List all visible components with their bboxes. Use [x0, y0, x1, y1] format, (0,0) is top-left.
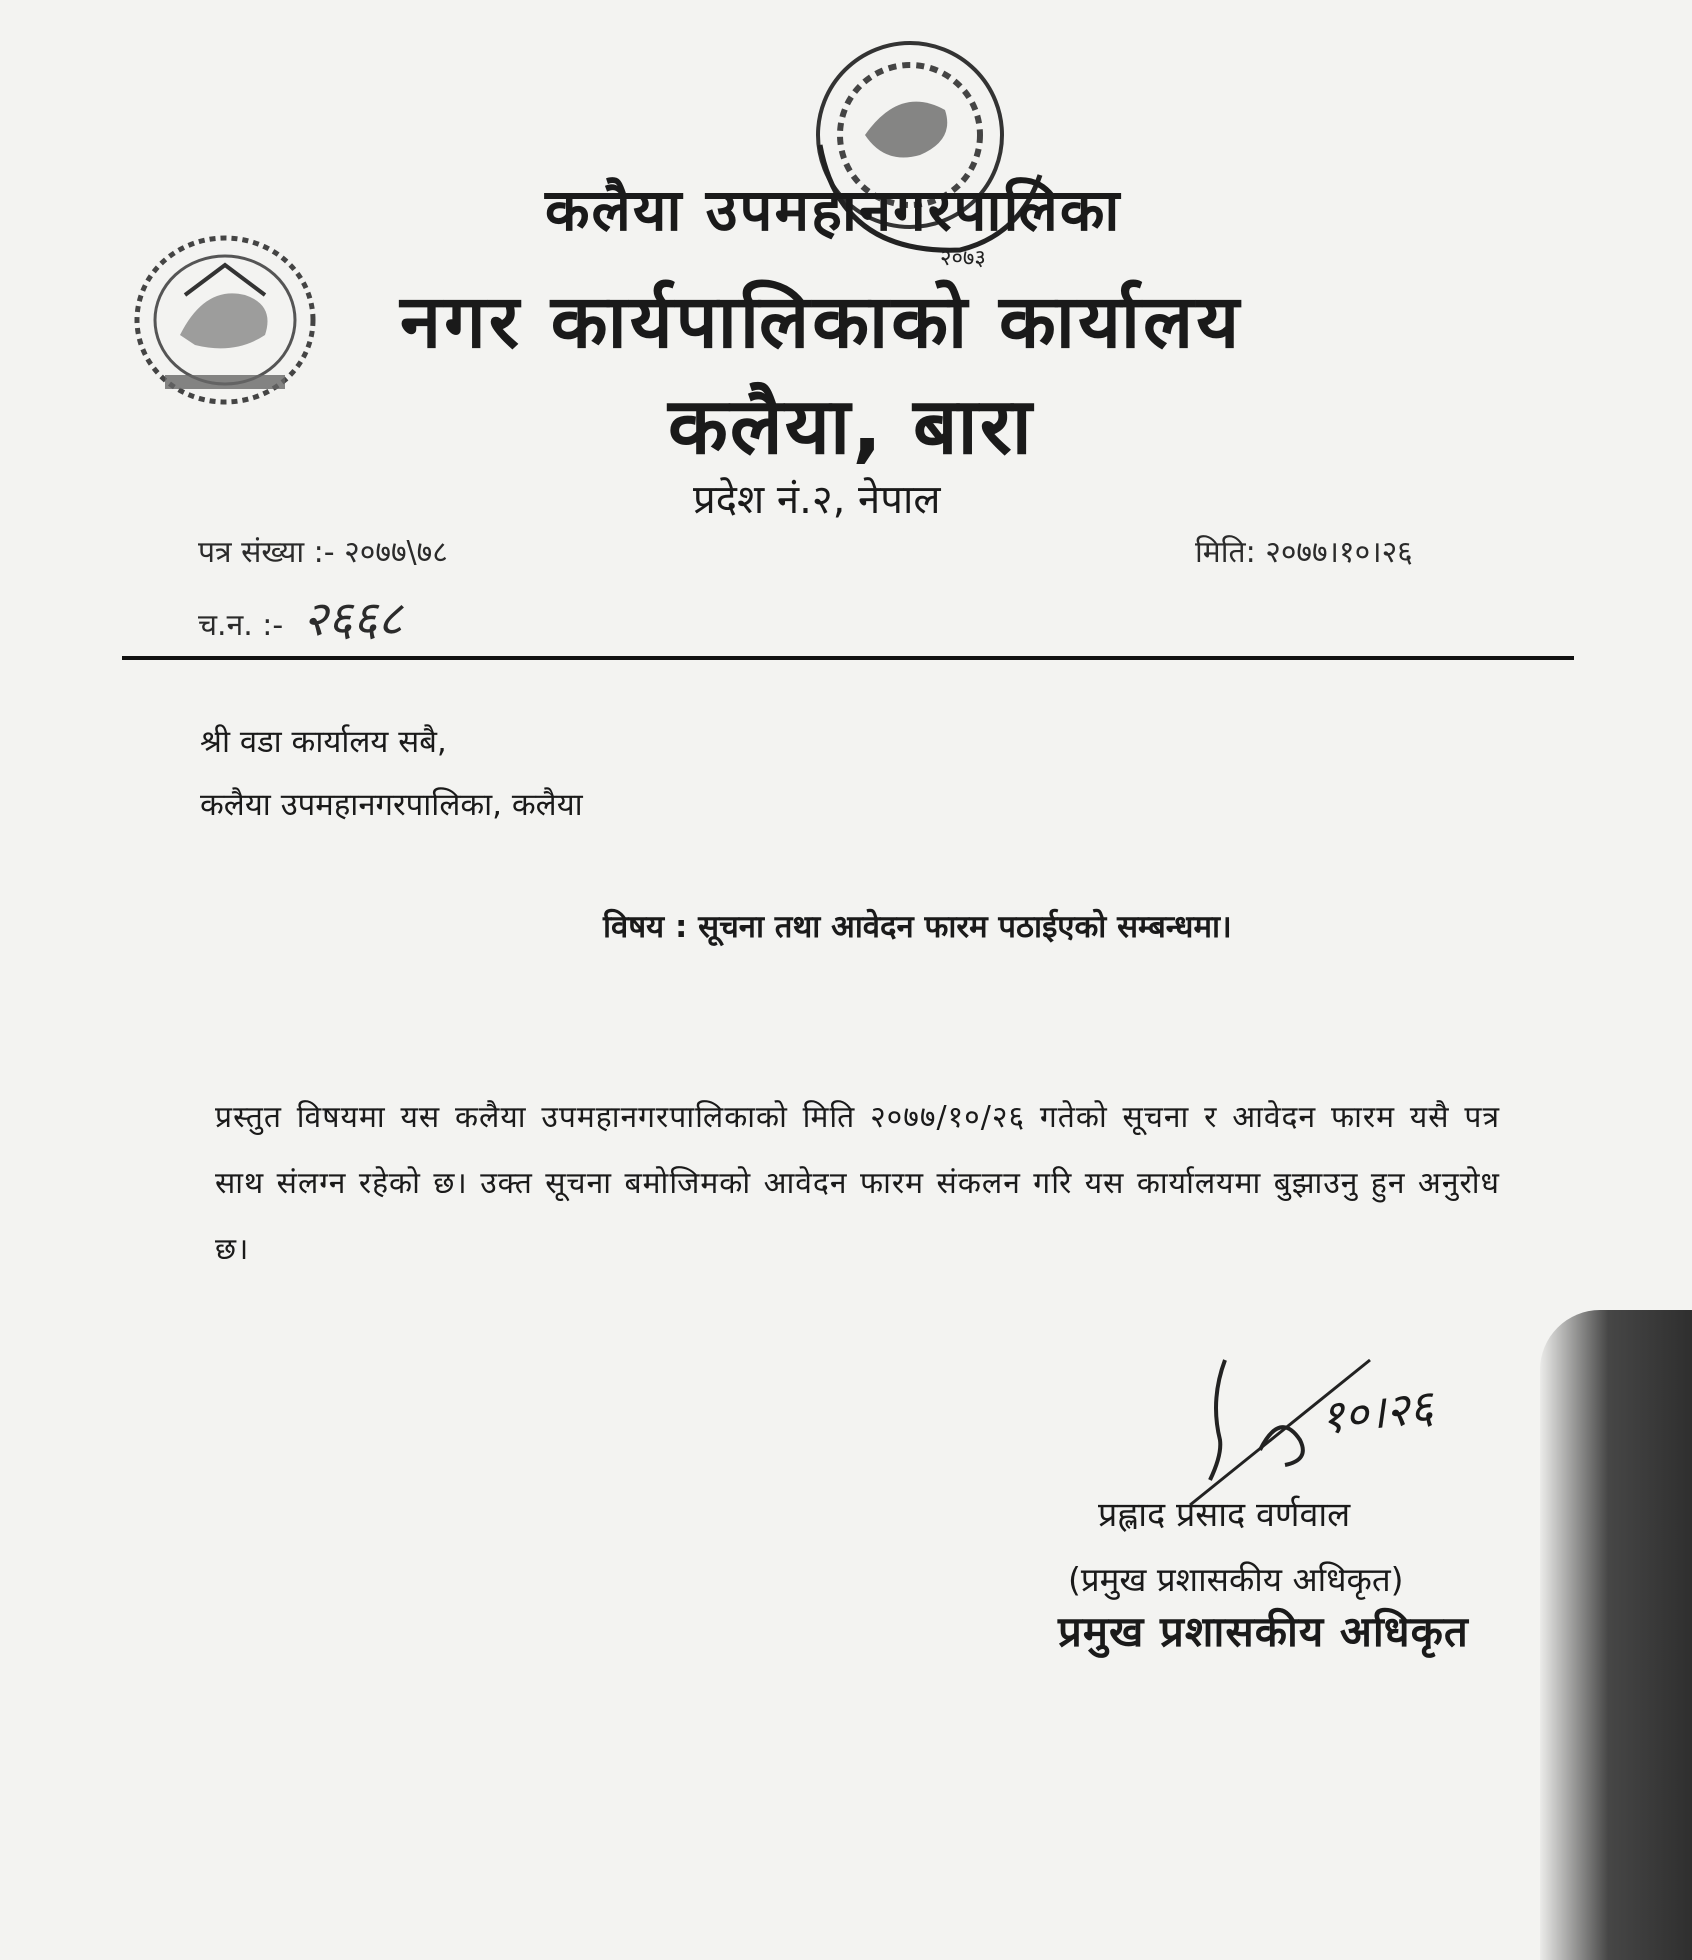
letter-number — [198, 530, 448, 571]
dispatch-value: २६६८ — [302, 591, 403, 647]
subject-line: विषय : सूचना तथा आवेदन फारम पठाईएको सम्बन्धमा। — [603, 909, 1232, 945]
signatory-title: (प्रमुख प्रशासकीय अधिकृत) — [1068, 1560, 1404, 1599]
header-divider — [122, 656, 1574, 660]
svg-text:२०७३: २०७३ — [940, 246, 986, 271]
municipality-title: कलैया उपमहानगरपालिका — [545, 176, 1122, 244]
photo-shadow — [1540, 1310, 1692, 1960]
date-label: मिति: — [1195, 535, 1256, 570]
office-seal-icon — [780, 25, 1070, 305]
location-title: कलैया, बारा — [668, 382, 1034, 472]
dispatch-label: च.न. :- — [198, 608, 284, 643]
office-title: नगर कार्यपालिकाको कार्यालय — [400, 279, 1243, 365]
signatory-name: प्रह्लाद प्रसाद वर्णवाल — [1098, 1495, 1351, 1535]
signature-date: १०।२६ — [1317, 1379, 1436, 1445]
nepal-emblem-icon — [125, 225, 325, 415]
letter-number-value: २०७७\७८ — [344, 535, 448, 570]
recipient-line-2: कलैया उपमहानगरपालिका, कलैया — [200, 787, 583, 823]
letter-date — [1195, 530, 1413, 571]
letter-body: प्रस्तुत विषयमा यस कलैया उपमहानगरपालिकाको मिति २०७७/१०/२६ गतेको सूचना र आवेदन फारम यसै पत्र साथ संलग्न रहेको छ। उक्त सूचना बमोजिमको आवेदन फारम संकलन गरि यस कार्यालयमा बुझाउनु हुन अनुरोध छ। — [215, 1100, 1500, 1267]
title-stamp: प्रमुख प्रशासकीय अधिकृत — [1058, 1607, 1469, 1656]
dispatch-number — [198, 585, 403, 650]
date-value: २०७७।१०।२६ — [1265, 535, 1413, 570]
province-title: प्रदेश नं.२, नेपाल — [693, 477, 941, 523]
letter-number-label: पत्र संख्या :- — [198, 535, 335, 570]
recipient-line-1: श्री वडा कार्यालय सबै, — [200, 724, 447, 760]
